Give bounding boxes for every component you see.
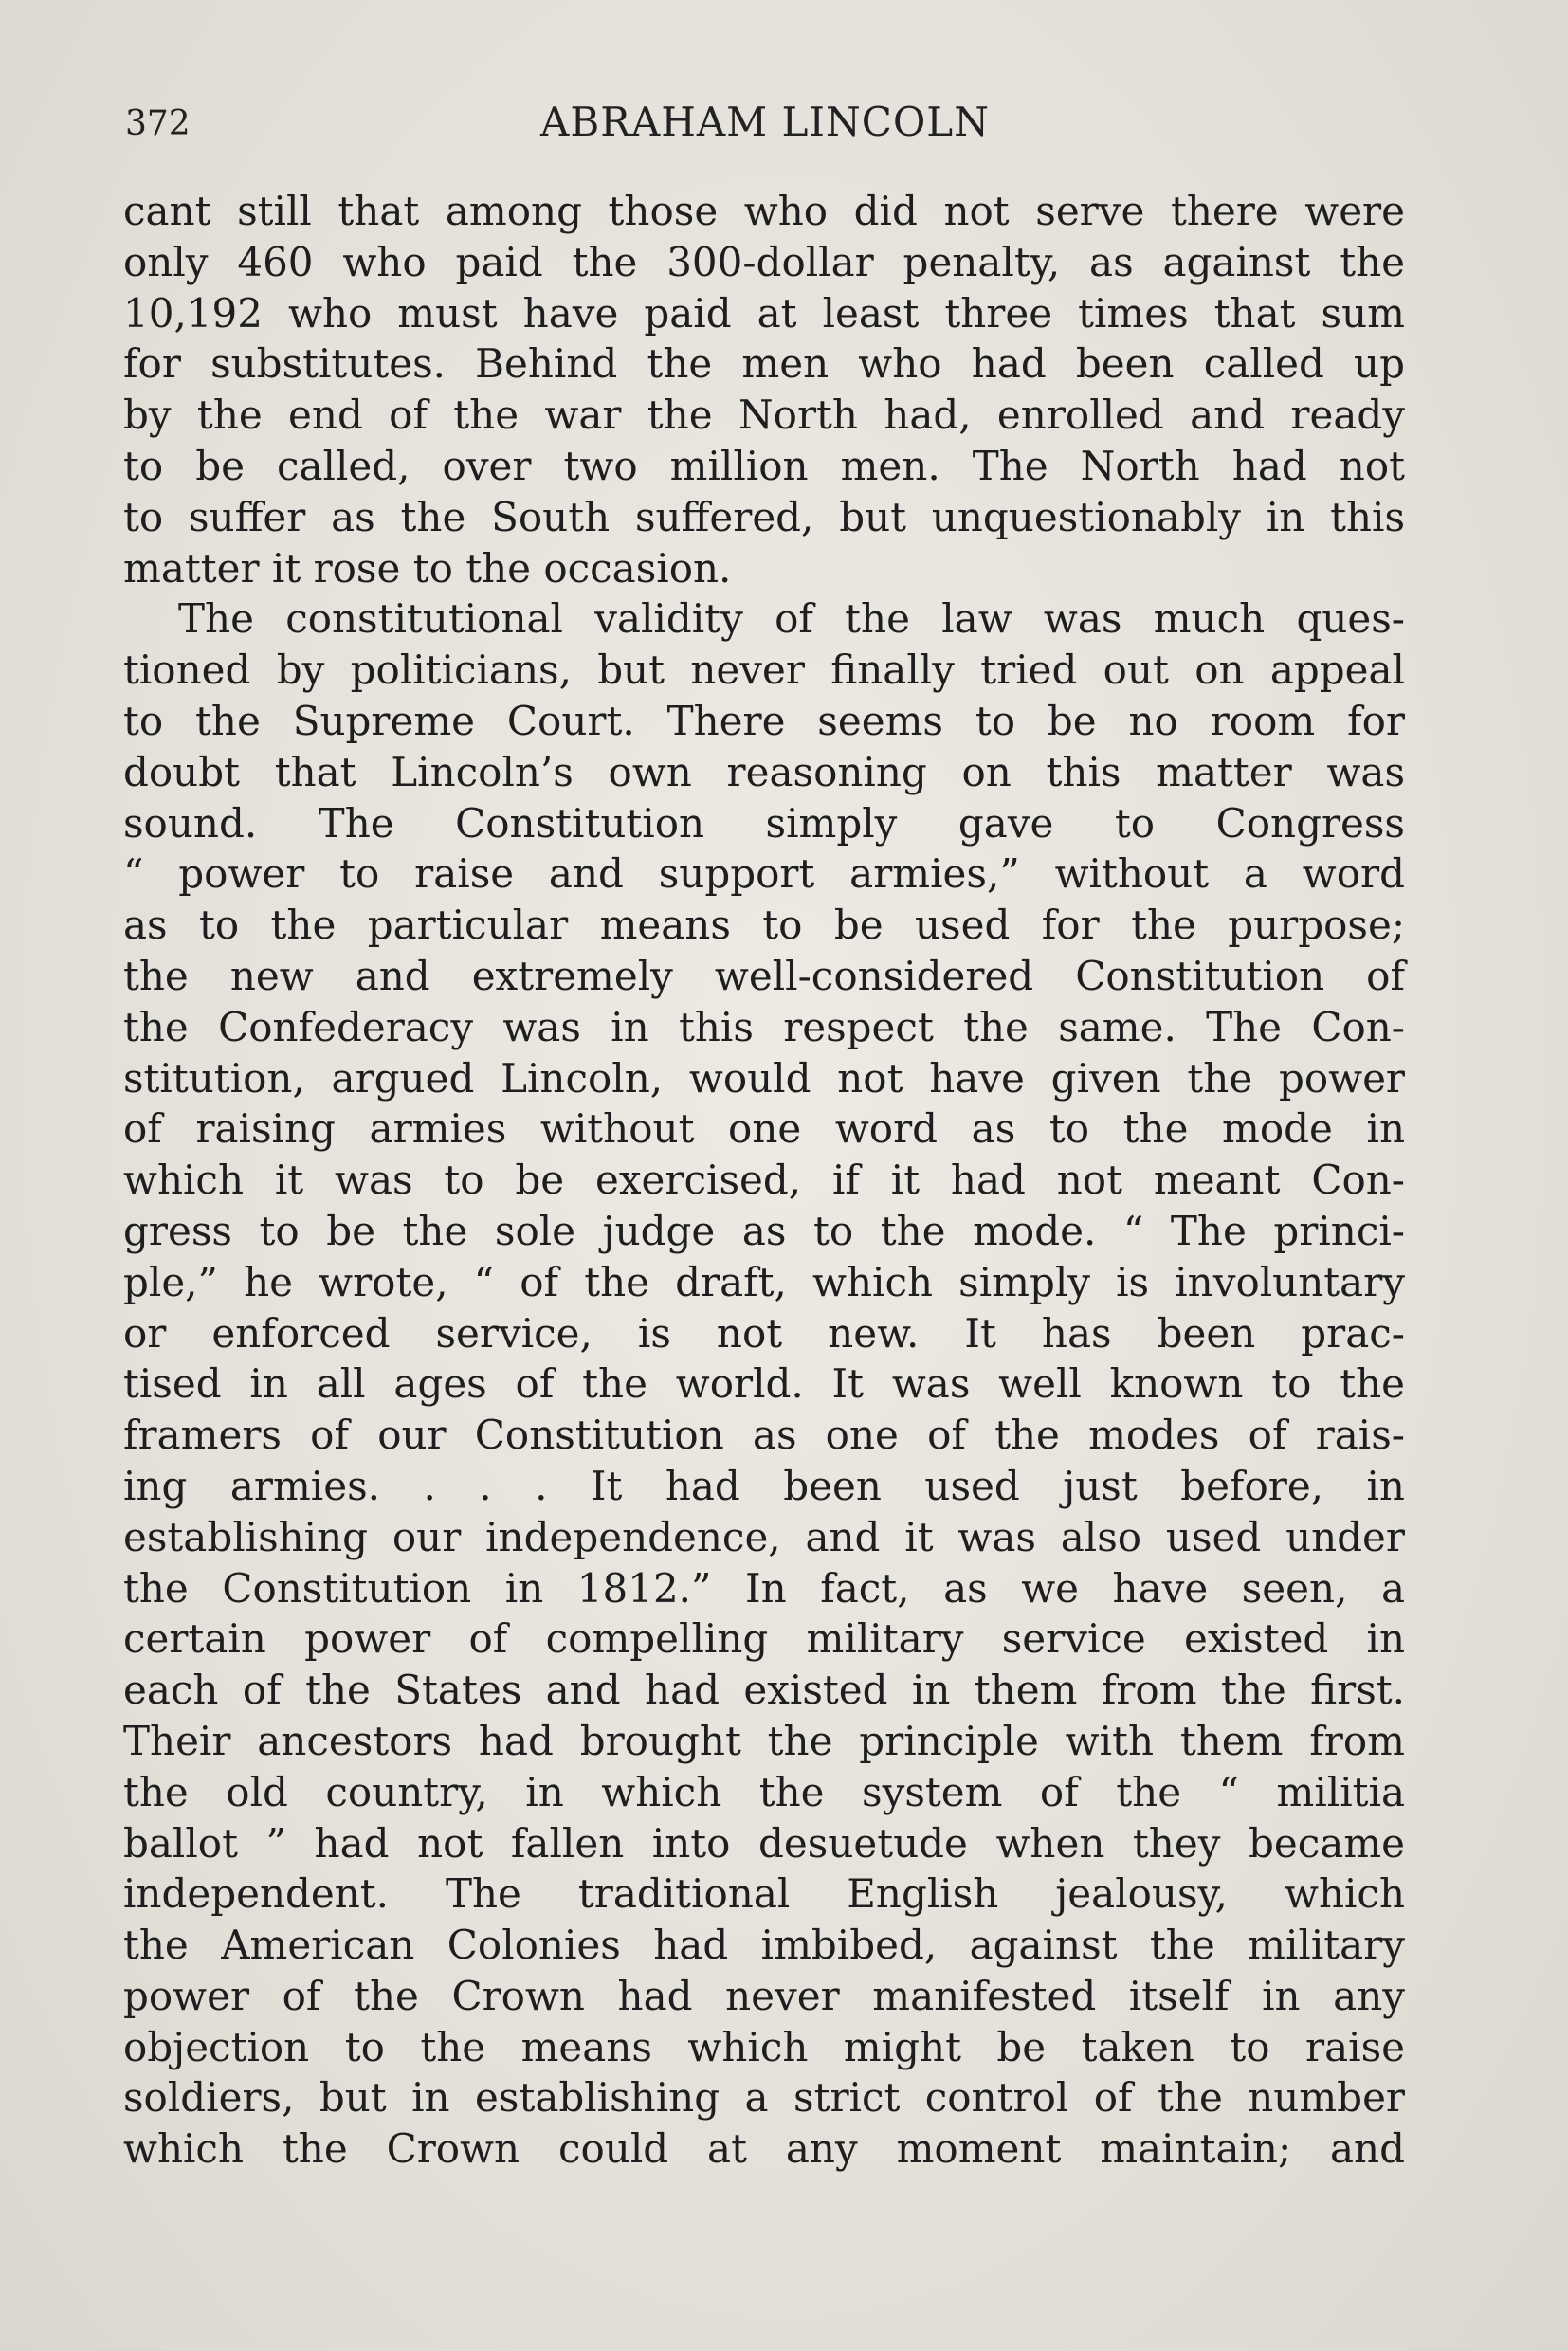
text-line: stitution, argued Lincoln, would not have given the power xyxy=(123,1054,1405,1102)
text-line: sound. The Constitution simply gave to Congress xyxy=(123,799,1405,847)
text-line: establishing our independence, and it was also used under xyxy=(123,1513,1405,1560)
text-line: for substitutes. Behind the men who had been called up xyxy=(123,340,1405,388)
text-line: 10,192 who must have paid at least three times that sum xyxy=(123,289,1405,337)
text-line: The constitutional validity of the law was much ques- xyxy=(178,595,1405,643)
text-line: which it was to be exercised, if it had not meant Con- xyxy=(123,1157,1405,1204)
running-head: ABRAHAM LINCOLN xyxy=(540,99,990,145)
text-line: objection to the means which might be taken to raise xyxy=(123,2023,1405,2070)
text-line: tioned by politicians, but never finally tried out on appeal xyxy=(123,647,1405,694)
page-header xyxy=(125,95,1405,152)
text-line: by the end of the war the North had, enrolled and ready xyxy=(123,392,1405,439)
text-line: ballot ” had not fallen into desuetude when they became xyxy=(123,1819,1405,1867)
text-line: of raising armies without one word as to the mode in xyxy=(123,1105,1405,1153)
text-line: which the Crown could at any moment maintain; and xyxy=(123,2125,1405,2173)
text-line: “ power to raise and support armies,” without a word xyxy=(123,850,1405,898)
text-line: as to the particular means to be used for the purpose; xyxy=(123,902,1405,949)
page-number: 372 xyxy=(125,104,191,143)
text-line: ing armies. . . . It had been used just before, in xyxy=(123,1462,1405,1509)
text-line: soldiers, but in establishing a strict control of the number xyxy=(123,2074,1405,2122)
text-line: ple,” he wrote, “ of the draft, which simply is involuntary xyxy=(123,1258,1405,1305)
text-line: matter it rose to the occasion. xyxy=(123,544,732,592)
text-line: each of the States and had existed in them from the first. xyxy=(123,1667,1405,1714)
text-line: to the Supreme Court. There seems to be no room for xyxy=(123,697,1405,744)
text-line: framers of our Constitution as one of the modes of rais- xyxy=(123,1412,1405,1459)
text-line: to be called, over two million men. The North had not xyxy=(123,442,1405,489)
text-line: power of the Crown had never manifested itself in any xyxy=(123,1972,1405,2019)
text-line: certain power of compelling military service existed in xyxy=(123,1615,1405,1663)
text-line: the American Colonies had imbibed, against the military xyxy=(123,1922,1405,1969)
text-line: or enforced service, is not new. It has been prac- xyxy=(123,1309,1405,1357)
text-line: independent. The traditional English jealousy, which xyxy=(123,1870,1405,1918)
text-line: cant still that among those who did not serve there were xyxy=(123,188,1405,234)
text-line: only 460 who paid the 300-dollar penalty, as against the xyxy=(123,238,1405,285)
text-line: the Constitution in 1812.” In fact, as we have seen, a xyxy=(123,1564,1405,1612)
text-line: tised in all ages of the world. It was well known to the xyxy=(123,1360,1405,1408)
text-line: gress to be the sole judge as to the mode. “ The princi- xyxy=(123,1207,1405,1254)
text-line: the Confederacy was in this respect the same. The Con- xyxy=(123,1003,1405,1050)
text-line: Their ancestors had brought the principle with them from xyxy=(123,1717,1405,1764)
text-line: the old country, in which the system of the “ militia xyxy=(123,1768,1405,1815)
body-text xyxy=(123,186,1405,2175)
text-line: doubt that Lincoln’s own reasoning on this matter was xyxy=(123,748,1405,795)
text-line: to suffer as the South suffered, but unquestionably in this xyxy=(123,493,1405,540)
text-line: the new and extremely well-considered Constitution of xyxy=(123,952,1405,999)
